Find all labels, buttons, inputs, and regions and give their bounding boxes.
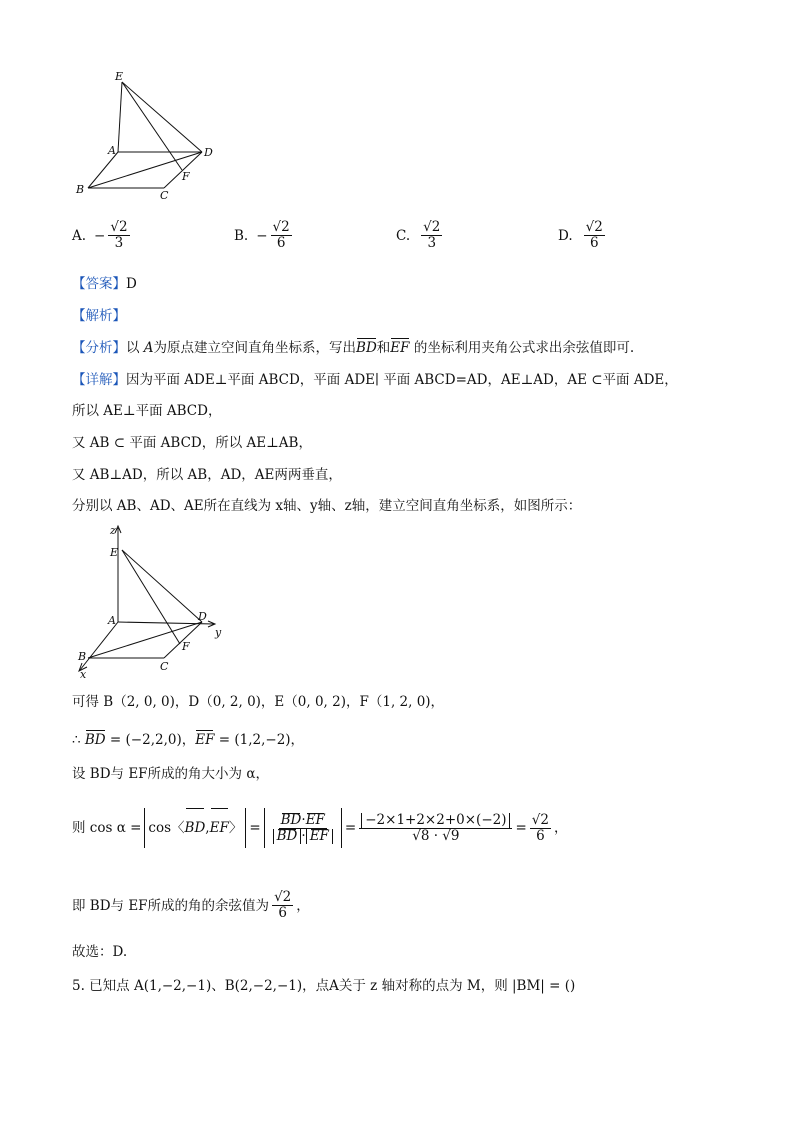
fenxi-text3: 的坐标利用夹角公式求出余弦值即可.: [409, 340, 635, 356]
fenxi-a: A: [143, 340, 154, 356]
vector-ef: EF: [309, 828, 329, 844]
cos-result-num: √2: [531, 811, 549, 828]
label-f: F: [182, 170, 190, 183]
text-line-7: 设 BD与 EF所成的角大小为 α，: [72, 766, 269, 782]
dot-product: −2×1+2×2+0×(−2): [361, 813, 510, 828]
fenxi-line: [72, 338, 634, 358]
axis-label-y: y: [215, 626, 222, 639]
label-e: E: [115, 70, 124, 83]
option-num: √2: [585, 219, 603, 235]
label-f: F: [182, 640, 190, 653]
label-d: D: [198, 610, 207, 623]
analysis-line: [72, 306, 126, 326]
vector-bd: BD: [356, 340, 377, 356]
option-label: A.: [72, 227, 87, 244]
label-e: E: [110, 546, 119, 559]
option-label: B.: [234, 227, 249, 244]
text-line-10: 故选：D.: [72, 944, 128, 960]
vector-bd: BD: [185, 808, 206, 848]
label-d: D: [204, 146, 213, 159]
text-line-6: [72, 730, 304, 750]
label-b: B: [78, 650, 87, 663]
xiangjie-line: [72, 370, 678, 390]
vector-bd: BD: [84, 732, 106, 748]
option-label: C.: [396, 227, 411, 244]
text-line-1: 所以 AE⊥平面 ABCD，: [72, 403, 222, 419]
xiangjie-tag: 【详解】: [72, 372, 126, 388]
vector-ef: EF: [195, 732, 215, 748]
text-line-3: 又 AB⊥AD，所以 AB，AD，AE两两垂直，: [72, 467, 342, 483]
label-a: A: [108, 144, 116, 157]
text-line-4: 分别以 AB、AD、AE所在直线为 x轴、y轴、z轴，建立空间直角坐标系，如图所示：: [72, 498, 582, 514]
cos-formula: 则 cos α = cos〈BD,EF〉 = $\frac{BD\cdot EF}{BD \cdot EF}$ = $\frac{-2\times 1+2\times 2+0\times(-2)}{√8 \cdot √9}$ = $\frac{√2}{6}$ ，: [72, 808, 568, 848]
text-line-5: 可得 B（2, 0, 0)，D（0, 2, 0)，E（0, 0, 2)，F（1, 2, 0)，: [72, 694, 445, 710]
option-den: 6: [589, 235, 599, 251]
option-num: √2: [423, 219, 441, 235]
cos-prefix: 则 cos α =: [72, 820, 142, 836]
question-5: 5. 已知点 A(1,−2,−1)、B(2,−2,−1)，点A关于 z 轴对称的点为 M，则 |BM| = (): [72, 978, 576, 994]
bd-value: = (−2,2,0)，: [105, 732, 196, 748]
option-den: 3: [427, 235, 437, 251]
axis-label-z: z: [110, 524, 116, 537]
conclusion-text: 即 BD与 EF所成的角的余弦值为: [72, 897, 270, 914]
option-d: [558, 220, 608, 251]
vector-bd: BD: [276, 828, 298, 844]
label-b: B: [76, 183, 85, 196]
option-a: [72, 220, 133, 251]
ef-value: = (1,2,−2)，: [214, 732, 305, 748]
option-num: √2: [110, 219, 128, 235]
answer-tag: 【答案】: [72, 276, 126, 292]
fenxi-text1: 以: [126, 340, 144, 356]
pyramid-figure-1: [72, 68, 222, 203]
fenxi-tag: 【分析】: [72, 340, 126, 356]
conclusion-num: √2: [274, 889, 292, 905]
option-c: [396, 220, 445, 251]
therefore: ∴: [72, 732, 85, 748]
option-den: 6: [276, 235, 286, 251]
conclusion-den: 6: [278, 905, 287, 921]
pyramid-figure-2: [72, 520, 242, 680]
option-num: √2: [272, 219, 290, 235]
vector-ef: EF: [390, 340, 410, 356]
label-c: C: [160, 660, 169, 673]
norms-product: √8 · √9: [412, 827, 460, 844]
option-sign: −: [94, 227, 106, 244]
axis-label-x: x: [80, 668, 87, 680]
xiangjie-text: 因为平面 ADE⊥平面 ABCD，平面 ADE∣ 平面 ABCD=AD，AE⊥AD，AE ⊂平面 ADE，: [126, 372, 678, 388]
option-den: 3: [114, 235, 124, 251]
fenxi-text2: 为原点建立空间直角坐标系，写出: [153, 340, 357, 356]
text-line-2: 又 AB ⊂ 平面 ABCD，所以 AE⊥AB，: [72, 435, 312, 451]
option-sign: −: [256, 227, 268, 244]
answer-line: [72, 274, 137, 294]
option-label: D.: [558, 227, 573, 244]
label-a: A: [108, 614, 116, 627]
cos-result-den: 6: [536, 827, 545, 844]
option-b: [234, 220, 295, 251]
answer-value: D: [126, 276, 137, 292]
vector-bd: BD: [280, 812, 302, 828]
vector-ef: EF: [305, 812, 325, 828]
label-c: C: [160, 189, 169, 202]
vector-ef: EF: [210, 808, 229, 848]
text-line-9: 即 BD与 EF所成的角的余弦值为 $\frac{√2}{6}$ ，: [72, 889, 310, 921]
analysis-tag: 【解析】: [72, 308, 126, 324]
fenxi-he: 和: [376, 340, 391, 356]
